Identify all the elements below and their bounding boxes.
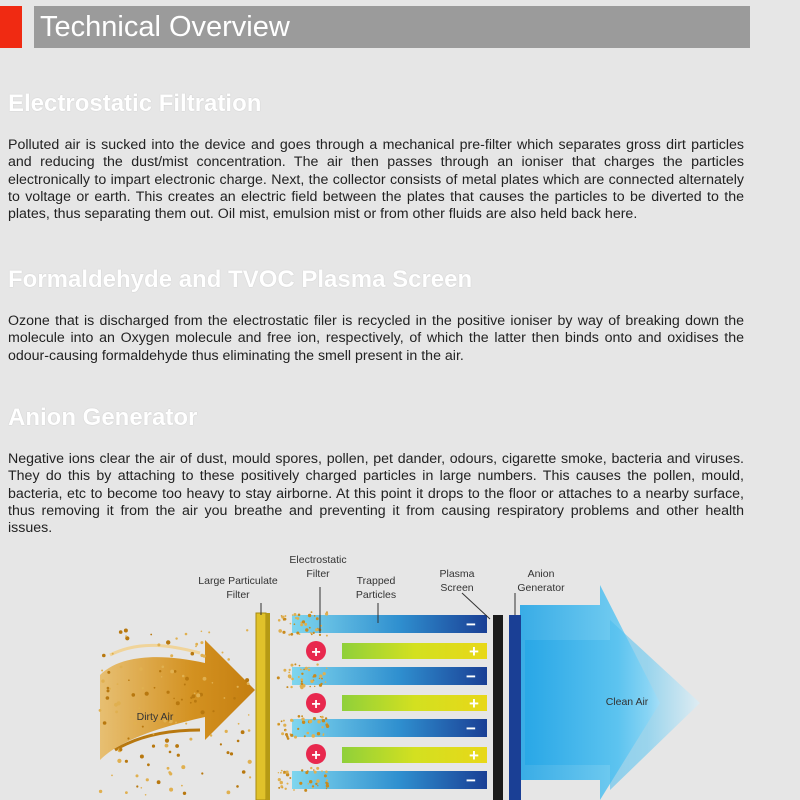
dirt-particle [130,716,132,718]
ion-plus-sign: + [311,696,321,713]
dirt-particle [125,760,128,763]
label-anion-1: Anion [527,568,555,580]
dirty-air-flow [99,629,255,796]
positive-plate [342,746,487,765]
trapped-particle [325,771,328,774]
dirt-particle [191,652,195,656]
dirt-particle [181,699,183,701]
dirt-particle [227,751,230,754]
trapped-particle [284,615,286,617]
trapped-particle [285,730,287,732]
trapped-particle [326,635,328,637]
trapped-particle [288,672,290,674]
dirt-particle [120,666,123,669]
dirt-particle [166,640,170,644]
dirt-particle [201,631,203,633]
air-purifier-diagram [0,545,800,800]
dirt-particle [165,744,169,748]
dirt-particle [138,707,140,709]
dirt-particle [107,689,110,692]
trapped-particle [301,678,304,681]
label-large-particulate-1: Large Particulate [198,575,278,587]
dirt-particle [185,633,188,636]
trapped-particle [308,783,310,785]
anion-generator [509,615,521,800]
dirt-particle [99,709,102,712]
trapped-particle [323,733,325,735]
trapped-particle [311,633,313,635]
dirt-particle [142,726,144,728]
trapped-particle [305,628,308,631]
trapped-particle [321,716,324,719]
dirt-particle [106,696,110,700]
dirt-particle [117,683,119,685]
dirt-particle [200,654,203,657]
dirt-particle [195,643,198,646]
trapped-particle [300,669,302,671]
trapped-particle [307,732,310,735]
dirt-particle [136,774,139,777]
trapped-particle [312,734,316,738]
dirt-particle [127,737,129,739]
dirt-particle [248,729,251,732]
trapped-particle [290,686,292,688]
trapped-particle [325,681,327,683]
trapped-particle [283,720,285,722]
label-trapped-1: Trapped [356,575,396,587]
dirt-particle [157,643,160,646]
trapped-particle [304,735,306,737]
trapped-particle [326,784,329,787]
dirt-particle [175,744,179,748]
trapped-particle [290,719,293,722]
trapped-particle [314,771,317,774]
plus-sign: + [469,642,479,661]
dirt-particle [212,682,214,684]
trapped-particle [323,672,326,675]
dirt-particle [197,690,199,692]
negative-plate [292,719,487,738]
trapped-particle [316,779,319,782]
trapped-particle [287,737,290,740]
trapped-particle [316,617,319,620]
trapped-particle [290,633,293,636]
label-large-particulate-2: Filter [226,589,250,601]
dirt-particle [128,679,130,681]
trapped-particle [283,724,286,727]
dirt-particle [119,748,122,751]
label-dirty-air: Dirty Air [136,711,174,723]
trapped-particle [310,767,312,769]
dirt-particle [107,687,110,690]
trapped-particle [277,676,280,679]
trapped-particle [321,678,323,680]
dirt-particle [101,670,103,672]
dirt-particle [111,775,113,777]
dirt-particle [107,671,110,674]
dirt-particle [142,687,144,689]
large-particulate-filter [256,613,270,800]
dirt-particle [99,790,102,793]
dirt-particle [114,703,118,707]
dirt-particle [153,733,155,735]
dirt-particle [183,792,186,795]
dirt-particle [145,794,147,796]
dirt-particle [141,787,143,789]
dirt-particle [177,754,180,757]
minus-sign: − [466,719,476,738]
dirt-particle [132,693,136,697]
dirt-particle [233,697,236,700]
section-body-electrostatic: Polluted air is sucked into the device and goes through a mechanical pre-filter which separates gross dirt particles and reducing the dust/mist concentration. The air then passes through an ioniser that charges the particles electronically to impart electronic charge. Next, the collector consists of metal plates which are connected alternately to voltage or earth. This creates an electric field between the plates that causes the particles to be diverted to the plates, thus separating them out. Oil mist, emulsion mist or from other fluids are also held back here. [8,137,744,223]
positive-plate [342,694,487,713]
trapped-particle [282,631,285,634]
trapped-particle [316,767,319,770]
dirt-particle [220,743,222,745]
trapped-particle [290,623,292,625]
section-body-anion: Negative ions clear the air of dust, mould spores, pollen, pet dander, odours, cigarette smoke, bacteria and viruses. They do this by attaching to these positively charged particles in large numbers. This causes the pollen, mould, bacteria, etc to become too heavy to stay airborne. At this point it drops to the floor or attaches to a nearby surface, thus removing it from the air you breathe and preventing it from causing respiratory problems and other health issues. [8,451,744,537]
dirt-particle [227,658,230,661]
label-clean-air: Clean Air [605,696,649,708]
header-accent [0,6,22,48]
trapped-particle [280,785,283,788]
trapped-particle [297,617,300,620]
label-trapped-2: Particles [355,589,397,601]
trapped-particle [313,632,315,634]
dirt-particle [189,738,192,741]
dirt-particle [161,676,163,678]
trapped-particle [278,772,279,773]
dirt-particle [225,730,228,733]
trapped-particle [289,669,291,671]
trapped-particle [309,720,313,724]
dirt-particle [212,710,214,712]
plasma-screen [493,615,503,800]
trapped-particle [315,783,317,785]
label-electrostatic-1: Electrostatic [289,554,347,566]
header-bar [34,6,750,48]
dirt-particle [169,788,173,792]
trapped-particle [312,787,314,789]
dirt-particle [192,694,196,698]
dirt-particle [196,693,200,697]
trapped-particle [299,782,302,785]
trapped-particle [283,773,285,775]
trapped-particle [317,785,318,786]
dirt-particle [201,710,205,714]
trapped-particle [283,669,286,672]
positive-ion [306,744,326,764]
dirt-particle [200,641,203,644]
trapped-particle [278,629,282,633]
trapped-particle [286,686,288,688]
trapped-particle [304,789,307,792]
trapped-particle [317,732,320,735]
trapped-particle [326,726,327,727]
dirt-particle [119,630,123,634]
trapped-particle [301,673,303,675]
dirt-particle [112,653,114,655]
trapped-particle [307,770,309,772]
trapped-particle [326,788,327,789]
dirt-particle [246,629,248,631]
dirt-particle [201,772,203,774]
dirt-particle [159,670,161,672]
trapped-particle [304,623,307,626]
trapped-particle [308,614,311,617]
dirt-particle [230,752,233,755]
dirt-particle [247,682,250,685]
page-title: Technical Overview [40,11,290,43]
dirt-particle [181,785,183,787]
dirt-particle [169,751,172,754]
trapped-particle [301,715,303,717]
dirt-particle [170,670,174,674]
dirt-particle [210,734,212,736]
minus-sign: − [466,615,476,634]
dirt-particle [139,667,143,671]
dirt-particle [154,687,156,689]
trapped-particle [292,614,294,616]
trapped-particle [291,664,294,667]
dirt-particle [125,791,128,794]
dirt-particle [182,675,185,678]
trapped-particle [315,628,318,631]
dirt-particle [203,677,207,681]
dirt-particle [194,693,196,695]
dirt-particle [125,635,127,637]
dirt-particle [181,765,185,769]
trapped-particle [309,686,311,688]
trapped-particle [326,668,328,670]
trapped-particle [324,774,327,777]
dirt-particle [248,714,250,716]
trapped-particle [319,684,322,687]
label-anion-2: Generator [517,582,565,594]
trapped-particle [289,777,291,779]
trapped-particle [319,675,322,678]
trapped-particle [310,680,313,683]
dirt-particle [101,679,104,682]
trapped-particle [284,618,287,621]
trapped-particle [301,718,304,721]
dirt-particle [176,701,180,705]
dirt-particle [117,759,121,763]
dirt-particle [175,722,177,724]
dirt-particle [173,698,175,700]
dirt-particle [174,670,177,673]
trapped-particle [281,720,283,722]
trapped-particle [321,726,323,728]
dirt-particle [238,723,240,725]
trapped-particle [314,615,316,617]
dirt-particle [194,700,197,703]
dirt-particle [227,791,231,795]
dirt-particle [195,646,197,648]
dirt-particle [208,631,210,633]
dirt-particle [236,785,239,788]
positive-ion [306,641,326,661]
trapped-particle [299,665,301,667]
dirt-particle [222,652,224,654]
label-plasma-1: Plasma [439,568,475,580]
clean-air-flow [520,585,700,800]
trapped-particle [313,674,316,677]
trapped-particle [286,771,289,774]
trapped-particle [303,669,305,671]
negative-plate [292,615,487,634]
dirt-particle [249,776,251,778]
dirt-particle [165,739,169,743]
plus-sign: + [469,746,479,765]
plus-sign: + [469,694,479,713]
dirt-particle [140,755,144,759]
dirt-particle [237,740,240,743]
dirt-particle [124,629,128,633]
trapped-particle [322,719,325,722]
trapped-particle [280,781,283,784]
section-heading-anion: Anion Generator [8,404,198,431]
dirt-particle [184,684,186,686]
minus-sign: − [466,667,476,686]
trapped-particle [317,720,320,723]
trapped-particle [298,614,301,617]
section-heading-electrostatic: Electrostatic Filtration [8,90,262,117]
trapped-particle [288,674,292,678]
dirt-particle [185,723,187,725]
trapped-particle [302,721,305,724]
trapped-particle [300,624,303,627]
dirt-particle [146,778,149,781]
trapped-particle [308,667,309,668]
trapped-particle [298,715,301,718]
label-plasma-2: Screen [440,582,474,594]
negative-plate [292,771,487,790]
trapped-particle [297,728,299,730]
trapped-particle [285,788,287,790]
dirt-particle [102,654,106,658]
trapped-particle [321,770,323,772]
trapped-particle [313,717,316,720]
trapped-particle [309,627,311,629]
trapped-particle [278,787,280,789]
trapped-particle [326,722,328,724]
trapped-particle [308,669,310,671]
trapped-particle [278,619,281,622]
dirt-particle [147,763,150,766]
trapped-particle [294,613,297,616]
trapped-particle [294,623,296,625]
dirt-particle [167,767,170,770]
trapped-particle [320,716,321,717]
trapped-particle [291,678,294,681]
trapped-particle [313,769,315,771]
trapped-particle [326,779,328,781]
trapped-particle [309,780,312,783]
dirt-particle [162,666,165,669]
dirt-particle [157,780,161,784]
trapped-particle [325,717,327,719]
minus-sign: − [466,771,476,790]
section-heading-plasma: Formaldehyde and TVOC Plasma Screen [8,266,473,293]
trapped-particle [293,789,295,791]
dirt-particle [170,654,173,657]
dirt-particle [175,637,177,639]
trapped-particle [294,736,297,739]
ion-plus-sign: + [311,747,321,764]
trapped-particle [302,620,305,623]
trapped-particle [300,685,303,688]
trapped-particle [301,769,303,771]
trapped-particle [298,676,300,678]
dirt-particle [248,760,252,764]
trapped-particle [325,612,328,615]
trapped-particle [319,678,320,679]
dirt-particle [224,697,226,699]
dirt-particle [241,730,245,734]
trapped-particle [280,772,282,774]
trapped-particle [278,723,280,725]
ion-markers [306,641,326,764]
trapped-particle [316,663,318,665]
trapped-particle [278,778,281,781]
trapped-particle [288,634,290,636]
dirt-particle [103,721,107,725]
trapped-particle [281,732,284,735]
trapped-particle [299,633,301,635]
trapped-particle [319,634,321,636]
trapped-particle [294,663,296,665]
dirt-particle [185,677,189,681]
positive-plate [342,642,487,661]
dirt-particle [167,691,170,694]
dirt-particle [152,745,155,748]
dirt-particle [168,771,171,774]
trapped-particle [311,611,313,613]
dirt-particle [237,686,239,688]
dirt-particle [150,634,152,636]
dirt-particle [136,785,138,787]
dirt-particle [115,711,118,714]
dirt-particle [190,702,192,704]
positive-ion [306,693,326,713]
trapped-particle [314,686,315,687]
dirt-particle [242,770,246,774]
trapped-particle [290,734,293,737]
trapped-particle [281,770,283,772]
trapped-particle [287,783,289,785]
trapped-particle [305,667,308,670]
dirt-particle [145,692,149,696]
label-electrostatic-2: Filter [306,568,330,580]
dirt-particle [245,678,249,682]
section-body-plasma: Ozone that is discharged from the electrostatic filer is recycled in the positive ioniser by way of breaking down the molecule into an Oxygen molecule and free ion, respectively, of which the latter then binds onto and oxidises the odour-causing formaldehyde thus eliminating the smell present in the air. [8,313,744,364]
ion-plus-sign: + [311,644,321,661]
trapped-particle [301,682,304,685]
